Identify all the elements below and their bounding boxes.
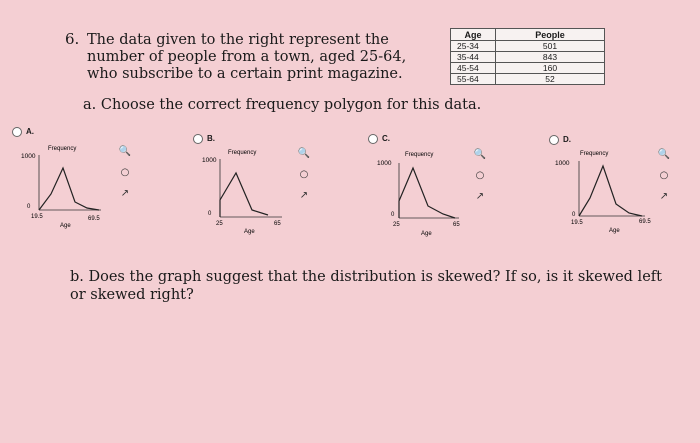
option-c-label: C.	[382, 134, 390, 144]
zoom-out-icon[interactable]: ○	[475, 170, 485, 181]
table-cell-age: 55-64	[451, 74, 496, 85]
frequency-polygon	[579, 166, 642, 216]
radio-button[interactable]	[368, 134, 378, 144]
table-row	[451, 52, 605, 63]
table-cell-people: 160	[496, 63, 605, 74]
external-link-icon[interactable]: ↗	[120, 188, 130, 199]
zoom-in-icon[interactable]: 🔍	[297, 148, 311, 159]
table-row	[451, 74, 605, 85]
zoom-out-icon[interactable]: ○	[299, 169, 309, 180]
xtick-right: 65	[274, 221, 281, 227]
ytick-1000: 1000	[377, 160, 392, 167]
ytick-1000: 1000	[21, 153, 36, 160]
ytick-0: 0	[391, 212, 395, 218]
frequency-polygon	[399, 168, 455, 218]
zoom-in-icon[interactable]: 🔍	[473, 149, 487, 160]
option-a-radio[interactable]	[12, 127, 34, 137]
table-row	[451, 41, 605, 52]
xtick-left: 25	[393, 222, 400, 228]
table-cell-people: 843	[496, 52, 605, 63]
zoom-in-icon[interactable]: 🔍	[118, 146, 132, 157]
xlabel: Age	[421, 231, 432, 237]
option-b-label: B.	[207, 134, 215, 144]
option-b-chart	[198, 145, 298, 240]
table-header-age: Age	[451, 29, 496, 41]
ylabel: Frequency	[48, 146, 77, 152]
xtick-right: 69.5	[88, 216, 100, 222]
option-d-label: D.	[563, 135, 571, 145]
part-a-prompt: a. Choose the correct frequency polygon for this data.	[83, 97, 482, 113]
xtick-left: 19.5	[31, 214, 43, 220]
xtick-left: 25	[216, 221, 223, 227]
option-d-tools	[656, 149, 672, 212]
option-d-chart	[553, 146, 663, 241]
external-link-icon[interactable]: ↗	[659, 191, 669, 202]
frequency-polygon	[220, 173, 268, 217]
option-c-radio[interactable]	[368, 134, 390, 144]
zoom-out-icon[interactable]: ○	[659, 170, 669, 181]
ylabel: Frequency	[228, 150, 257, 156]
table-cell-age: 45-54	[451, 63, 496, 74]
radio-button[interactable]	[12, 127, 22, 137]
zoom-out-icon[interactable]: ○	[120, 167, 130, 178]
ytick-0: 0	[208, 211, 212, 217]
ylabel: Frequency	[405, 152, 434, 158]
radio-button[interactable]	[193, 134, 203, 144]
external-link-icon[interactable]: ↗	[475, 191, 485, 202]
option-a-tools	[117, 146, 133, 209]
zoom-in-icon[interactable]: 🔍	[657, 149, 671, 160]
question-text: The data given to the right represent the number of people from a town, aged 25-64, who subscribe to a certain print magazine.	[87, 32, 407, 82]
question-number: 6.	[65, 30, 80, 48]
table-cell-people: 52	[496, 74, 605, 85]
table-cell-age: 35-44	[451, 52, 496, 63]
option-a-label: A.	[26, 127, 34, 137]
xlabel: Age	[609, 228, 620, 234]
table-row	[451, 63, 605, 74]
table-cell-people: 501	[496, 41, 605, 52]
xlabel: Age	[244, 229, 255, 235]
table-cell-age: 25-34	[451, 41, 496, 52]
external-link-icon[interactable]: ↗	[299, 190, 309, 201]
data-table	[450, 28, 605, 85]
option-b-tools	[296, 148, 312, 211]
xtick-right: 69.5	[639, 219, 651, 225]
xlabel: Age	[60, 223, 71, 229]
option-d-radio[interactable]	[549, 135, 571, 145]
ytick-1000: 1000	[555, 160, 570, 167]
part-b-prompt: b. Does the graph suggest that the distribution is skewed? If so, is it skewed left or skewed right?	[70, 269, 662, 303]
frequency-polygon	[39, 168, 99, 210]
ytick-0: 0	[27, 204, 31, 210]
ytick-0: 0	[572, 212, 576, 218]
ylabel: Frequency	[580, 151, 609, 157]
ytick-1000: 1000	[202, 157, 217, 164]
option-c-chart	[373, 146, 473, 241]
xtick-right: 65	[453, 222, 460, 228]
option-a-chart	[18, 140, 118, 235]
xtick-left: 19.5	[571, 220, 583, 226]
option-b-radio[interactable]	[193, 134, 215, 144]
radio-button[interactable]	[549, 135, 559, 145]
option-c-tools	[472, 149, 488, 212]
table-header-row	[451, 29, 605, 41]
table-header-people: People	[496, 29, 605, 41]
